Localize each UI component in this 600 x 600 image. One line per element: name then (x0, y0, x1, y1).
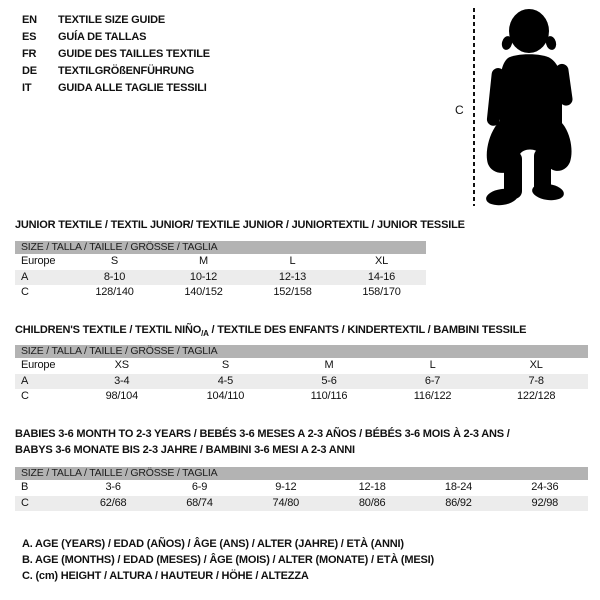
language-title: GUIDE DES TAILLES TEXTILE (58, 48, 210, 60)
table-cell: 98/104 (105, 390, 139, 402)
height-measure-label: C (455, 103, 464, 117)
row-label: Europe (21, 359, 56, 371)
junior-size-table (15, 241, 426, 301)
language-title: GUIDA ALLE TAGLIE TESSILI (58, 82, 207, 94)
table-cell: 92/98 (531, 496, 559, 509)
row-label: Europe (21, 255, 56, 267)
table-cell: XL (529, 359, 543, 371)
table-cell: 6-9 (191, 481, 208, 493)
table-cell: M (199, 255, 208, 267)
table-cell: 80/86 (358, 496, 386, 509)
children-title-pre: CHILDREN'S TEXTILE / TEXTIL NIÑO (15, 324, 202, 336)
children-title-post: / TEXTILE DES ENFANTS / KINDERTEXTIL / BAMBINI TESSILE (208, 324, 527, 336)
table-cell: 24-36 (531, 481, 559, 493)
babies-section-title-line1: BABIES 3-6 MONTH TO 2-3 YEARS / BEBÉS 3-6 MESES A 2-3 AÑOS / BÉBÉS 3-6 MOIS À 2-3 ANS / (15, 428, 510, 440)
row-label: C (21, 286, 29, 298)
table-row (15, 285, 426, 301)
row-label: C (21, 496, 29, 509)
table-cell: XL (374, 255, 389, 267)
table-cell: 4-5 (217, 374, 234, 387)
table-cell: 140/152 (184, 286, 223, 298)
legend-line-a: A. AGE (YEARS) / EDAD (AÑOS) / ÂGE (ANS) / ALTER (JAHRE) / ETÀ (ANNI) (22, 538, 404, 550)
language-code: ES (22, 31, 37, 43)
size-header-bar: SIZE / TALLA / TAILLE / GRÖSSE / TAGLIA (15, 467, 588, 480)
language-code: IT (22, 82, 32, 94)
language-title: TEXTILE SIZE GUIDE (58, 14, 166, 26)
language-row (22, 29, 210, 46)
children-section-title (15, 322, 526, 342)
children-size-table (15, 345, 588, 405)
language-row (22, 80, 210, 97)
baby-silhouette-icon (478, 6, 578, 206)
language-code: FR (22, 48, 37, 60)
table-cell: 122/128 (516, 390, 556, 402)
table-row (15, 254, 426, 270)
table-cell: 62/68 (99, 496, 127, 509)
row-label: A (21, 374, 29, 387)
table-cell: 14-16 (367, 270, 396, 283)
table-cell: 116/122 (413, 390, 452, 402)
table-row (15, 358, 588, 374)
row-label: B (21, 481, 29, 493)
legend-line-b: B. AGE (MONTHS) / EDAD (MESES) / ÂGE (MOIS) / ALTER (MONATE) / ETÀ (MESI) (22, 554, 434, 566)
table-cell: 8-10 (103, 270, 126, 283)
table-row (15, 270, 426, 286)
babies-size-table (15, 467, 588, 511)
table-cell: S (221, 359, 229, 371)
table-cell: 12-18 (358, 481, 386, 493)
junior-section-title: JUNIOR TEXTILE / TEXTIL JUNIOR/ TEXTILE JUNIOR / JUNIORTEXTIL / JUNIOR TESSILE (15, 219, 465, 231)
legend-line-c: C. (cm) HEIGHT / ALTURA / HAUTEUR / HÖHE / ALTEZZA (22, 570, 309, 582)
row-label: C (21, 390, 29, 402)
table-cell: 128/140 (95, 286, 134, 298)
table-row (15, 389, 588, 405)
table-cell: S (110, 255, 119, 267)
size-header-bar: SIZE / TALLA / TAILLE / GRÖSSE / TAGLIA (15, 345, 588, 358)
table-cell: 6-7 (424, 374, 441, 387)
height-measure-dashed-line (473, 8, 475, 206)
table-cell: 18-24 (444, 481, 473, 493)
table-cell: 68/74 (186, 496, 213, 509)
table-cell: 12-13 (278, 270, 307, 283)
language-code: DE (22, 65, 37, 77)
babies-section-title-line2: BABYS 3-6 MONATE BIS 2-3 JAHRE / BAMBINI 3-6 MESI A 2-3 ANNI (15, 444, 355, 456)
table-cell: L (289, 255, 296, 267)
table-row (15, 480, 588, 496)
language-row (22, 46, 210, 63)
row-label: A (21, 270, 29, 283)
language-title: GUÍA DE TALLAS (58, 31, 147, 43)
table-cell: 158/170 (362, 286, 401, 298)
table-cell: 5-6 (321, 374, 337, 387)
table-cell: 152/158 (273, 286, 312, 298)
table-cell: 3-6 (105, 481, 121, 493)
language-row (22, 12, 210, 29)
language-row (22, 63, 210, 80)
table-cell: 74/80 (272, 496, 300, 509)
table-row (15, 496, 588, 512)
children-title-sub: /A (201, 329, 209, 339)
table-row (15, 374, 588, 390)
table-cell: 110/116 (310, 390, 348, 402)
table-cell: 10-12 (189, 270, 218, 283)
table-cell: 3-4 (114, 374, 130, 387)
table-cell: M (324, 359, 334, 371)
table-cell: L (429, 359, 436, 371)
measurement-legend (22, 536, 434, 584)
table-cell: XS (114, 359, 129, 371)
language-list (22, 12, 210, 97)
language-title: TEXTILGRÖßENFÜHRUNG (58, 65, 195, 77)
table-cell: 9-12 (275, 481, 297, 493)
table-cell: 104/110 (206, 390, 245, 402)
table-cell: 7-8 (528, 374, 544, 387)
table-cell: 86/92 (445, 496, 472, 509)
size-header-bar: SIZE / TALLA / TAILLE / GRÖSSE / TAGLIA (15, 241, 426, 254)
language-code: EN (22, 14, 37, 26)
